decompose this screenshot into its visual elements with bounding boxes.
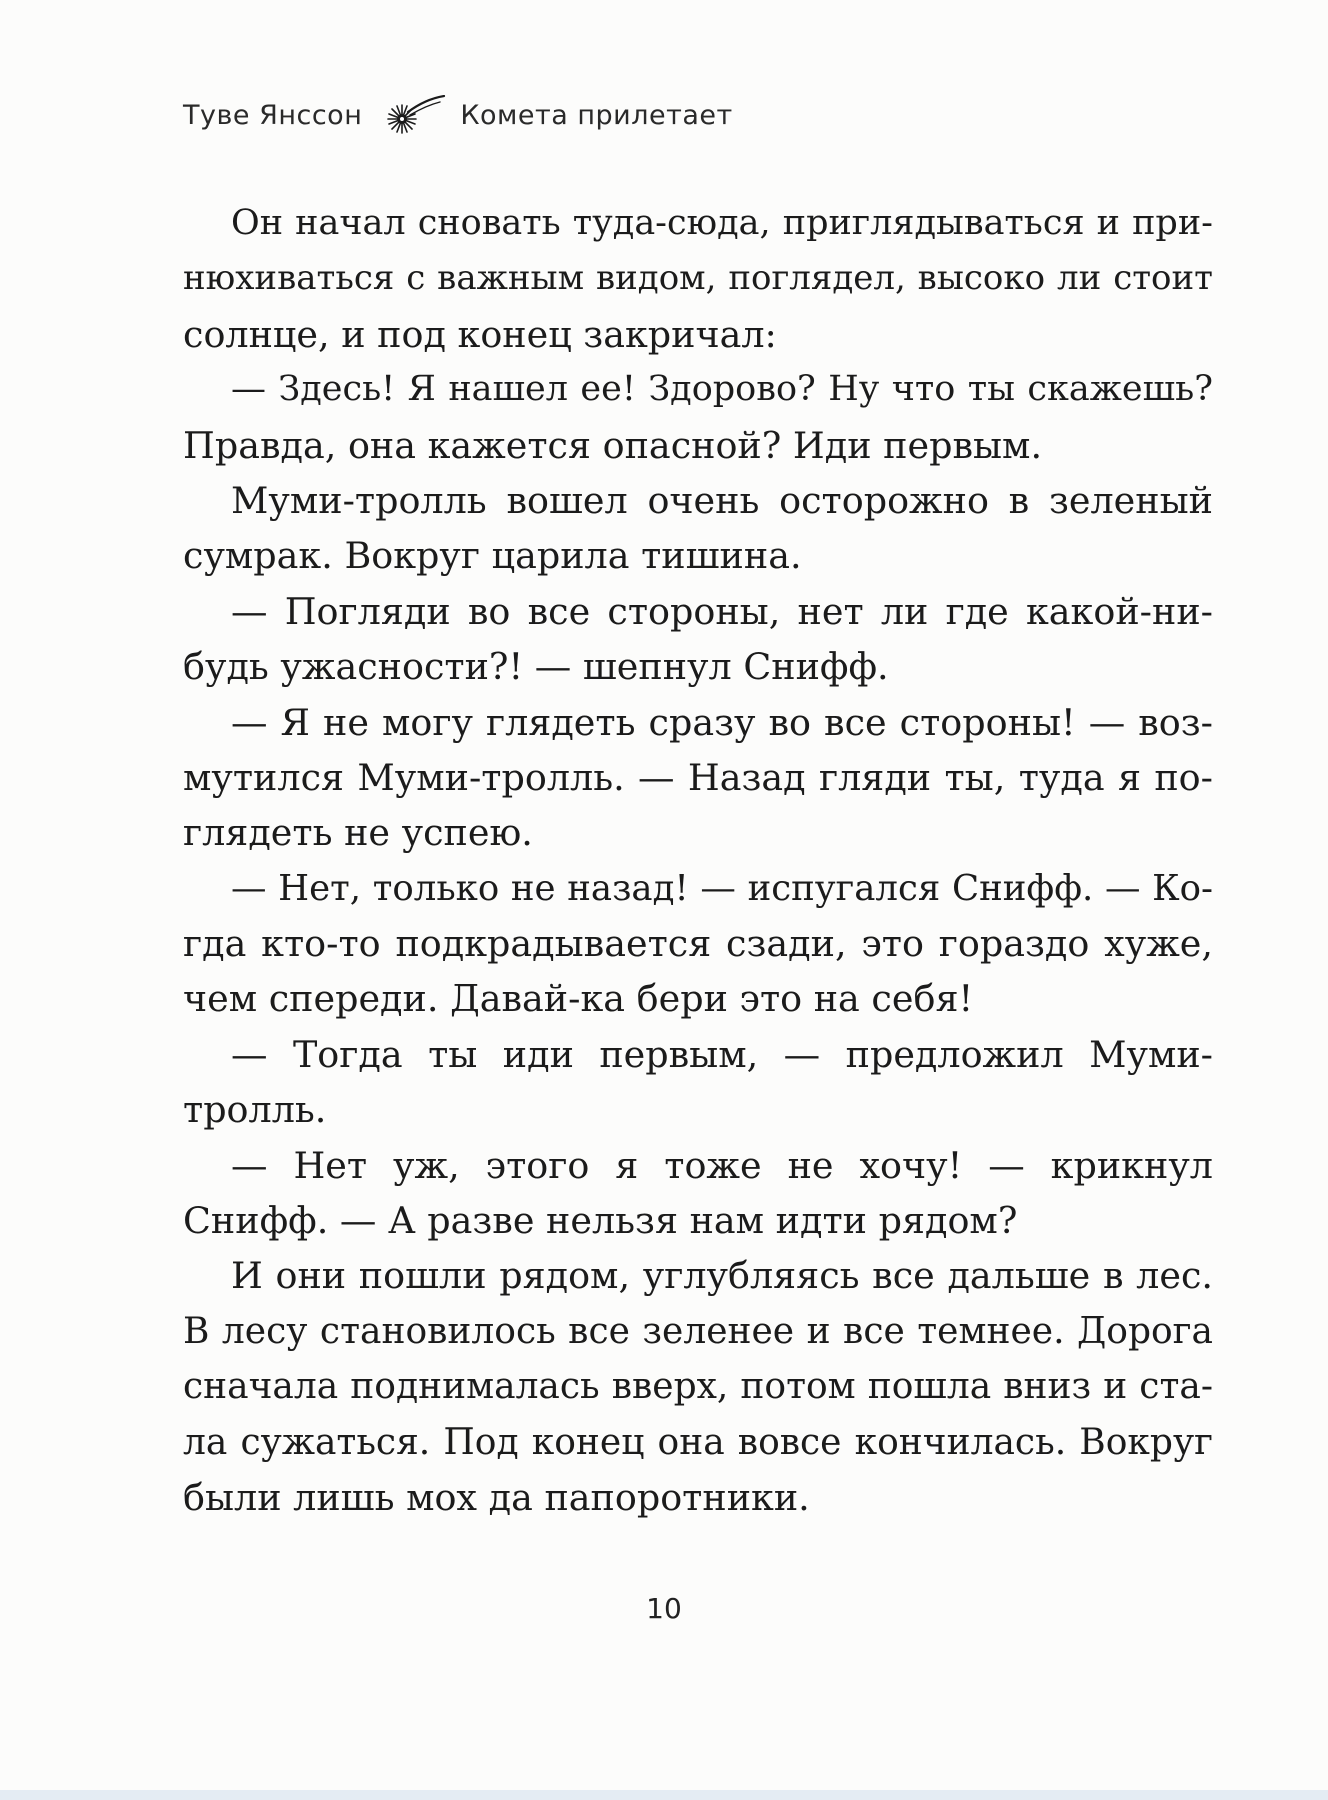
text-line: — Нет, только не назад! — испугался Снифф. — Ко-	[231, 867, 1213, 909]
header-book-title: Комета прилетает	[460, 99, 733, 131]
text-line: гда кто-то подкрадывается сзади, это гораздо хуже,	[183, 922, 1213, 966]
text-line: сумрак. Вокруг царила тишина.	[183, 534, 802, 578]
text-line: тролль.	[183, 1088, 327, 1132]
text-line: Он начал сновать туда-сюда, приглядываться и при-	[231, 203, 1213, 243]
text-line: — Нет уж, этого я тоже не хочу! — крикнул	[231, 1143, 1213, 1187]
text-line: Правда, она кажется опасной? Иди первым.	[183, 423, 1043, 467]
text-line: солнце, и под конец закричал:	[183, 312, 777, 356]
text-line: — Здесь! Я нашел ее! Здорово? Ну что ты скажешь?	[231, 369, 1213, 410]
header-author: Туве Янссон	[183, 99, 363, 131]
scan-edge	[0, 1790, 1328, 1800]
text-line: были лишь мох да папоротники.	[183, 1475, 810, 1519]
text-line: сначала поднималась вверх, потом пошла вниз и ста-	[183, 1366, 1213, 1408]
text-line: — Я не могу глядеть сразу во все стороны! — воз-	[231, 700, 1213, 744]
text-line: Снифф. — А разве нельзя нам идти рядом?	[183, 1199, 1018, 1243]
text-line: — Погляди во все стороны, нет ли где какой-ни-	[231, 589, 1213, 633]
text-line: И они пошли рядом, углубляясь все дальше в лес.	[231, 1254, 1213, 1298]
text-line: глядеть не успею.	[183, 811, 533, 855]
page-number: 10	[646, 1592, 682, 1625]
text-line: В лесу становилось все зеленее и все темнее. Дорога	[183, 1310, 1213, 1352]
text-line: Муми-тролль вошел очень осторожно в зеленый	[231, 478, 1213, 522]
text-line: мутился Муми-тролль. — Назад гляди ты, туда я по-	[183, 755, 1213, 799]
body-text	[183, 196, 1213, 1525]
text-line: — Тогда ты иди первым, — предложил Муми-	[231, 1032, 1213, 1076]
text-line: чем спереди. Давай-ка бери это на себя!	[183, 977, 974, 1021]
comet-icon	[380, 95, 446, 135]
text-line: ла сужаться. Под конец она вовсе кончилась. Вокруг	[183, 1421, 1213, 1463]
text-line: будь ужасности?! — шепнул Снифф.	[183, 645, 889, 689]
text-line: нюхиваться с важным видом, поглядел, высоко ли стоит	[183, 258, 1213, 299]
running-header	[183, 95, 733, 135]
